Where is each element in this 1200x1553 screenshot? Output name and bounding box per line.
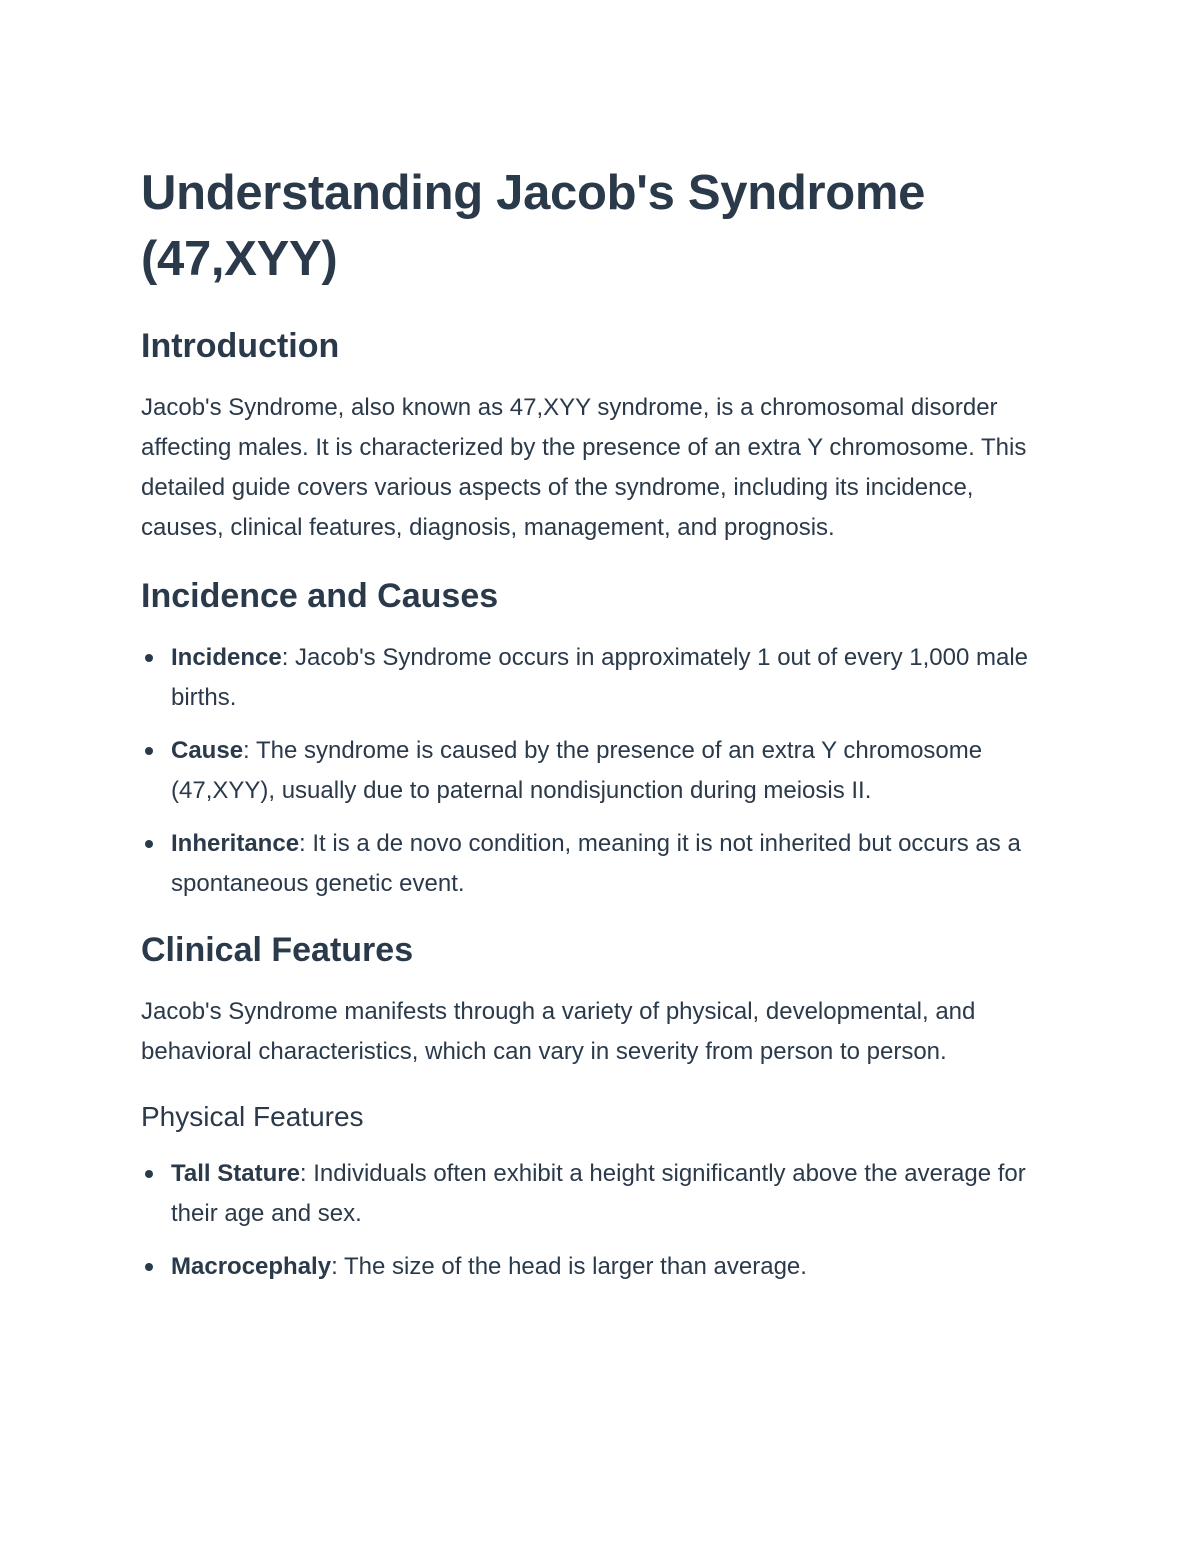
introduction-paragraph: Jacob's Syndrome, also known as 47,XYY syndrome, is a chromosomal disorder affecting males. It is characterized by the presence of an extra Y chromosome. This detailed guide covers various aspects of the syndrome, including its incidence, causes, clinical features, diagnosis, management, and prognosis.: [141, 394, 1027, 541]
list-item-term: Macrocephaly: [171, 1253, 332, 1280]
list-item-text: : The size of the head is larger than average.: [331, 1253, 807, 1280]
incidence-causes-list: [141, 638, 1061, 904]
list-item-text: : Individuals often exhibit a height significantly above the average for their age and sex.: [171, 1160, 1026, 1227]
list-item-term: Incidence: [171, 644, 282, 671]
list-item-term: Tall Stature: [171, 1160, 300, 1187]
list-item: [171, 1247, 1061, 1287]
list-item: [171, 638, 1061, 718]
clinical-features-paragraph: Jacob's Syndrome manifests through a variety of physical, developmental, and behavioral characteristics, which can vary in severity from person to person.: [141, 998, 976, 1065]
list-item: [171, 1154, 1061, 1234]
list-item-text: : Jacob's Syndrome occurs in approximately 1 out of every 1,000 male births.: [171, 644, 1029, 711]
subsection-heading-physical-features: Physical Features: [141, 1101, 364, 1132]
physical-features-list: [141, 1154, 1061, 1287]
list-item: [171, 824, 1061, 904]
list-item-term: Inheritance: [171, 830, 300, 857]
list-item: [171, 731, 1061, 811]
document-title: Understanding Jacob's Syndrome (47,XYY): [141, 166, 926, 286]
section-heading-incidence-causes: Incidence and Causes: [141, 577, 499, 615]
list-item-term: Cause: [171, 737, 244, 764]
section-heading-introduction: Introduction: [141, 327, 340, 365]
document-page: [141, 160, 1061, 1311]
list-item-text: : The syndrome is caused by the presence of an extra Y chromosome (47,XYY), usually due to paternal nondisjunction during meiosis II.: [171, 737, 983, 804]
list-item-text: : It is a de novo condition, meaning it is not inherited but occurs as a spontaneous genetic event.: [171, 830, 1021, 897]
section-heading-clinical-features: Clinical Features: [141, 931, 414, 969]
